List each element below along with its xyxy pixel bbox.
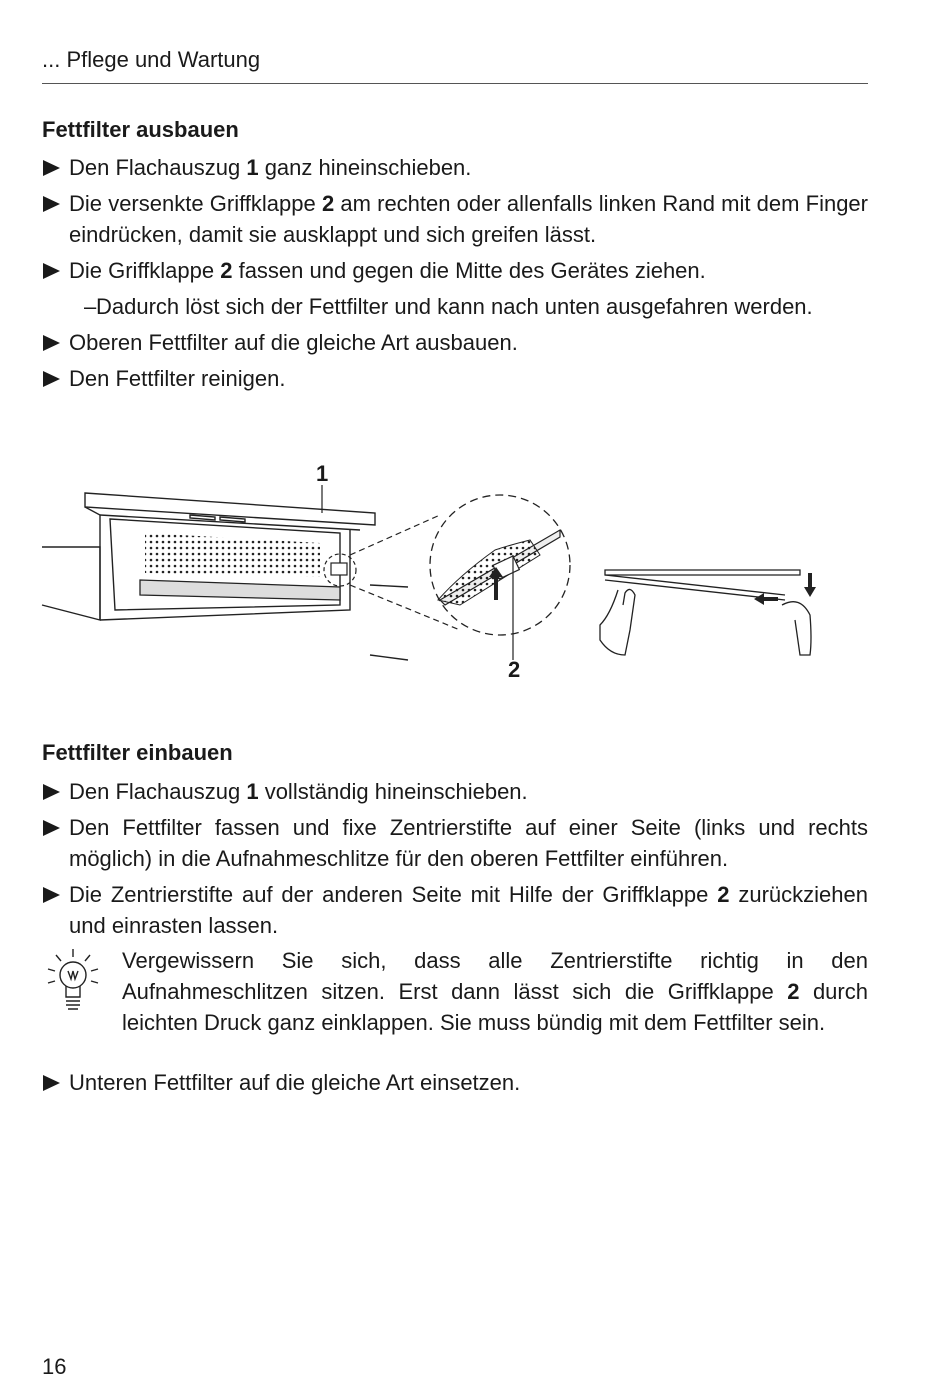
sub-list-item: – Dadurch löst sich der Fettfilter und kann nach unten ausgefahren werden. (42, 291, 868, 322)
figure-label-2: 2 (508, 657, 521, 682)
bullet-arrow-icon (43, 1075, 60, 1091)
bullet-arrow-icon (43, 371, 60, 387)
page-number: 16 (42, 1354, 67, 1379)
tip-note-text: Vergewissern Sie sich, dass alle Zentrierstifte richtig in den Aufnahmeschlitzen sitzen. Erst dann lässt sich die Griffklappe 2 durch leichten Druck ganz einklappen. Sie muss bündig mit dem Fettfilter sein. (122, 948, 868, 1035)
list-item: Den Fettfilter fassen und fixe Zentrierstifte auf einer Seite (links und rechts möglich) in die Aufnahmeschlitze für den oberen Fettfilter einführen. (42, 812, 868, 874)
einbauen-steps (42, 776, 868, 946)
list-item: Den Flachauszug 1 ganz hineinschieben. (42, 152, 868, 183)
section-title-einbauen: Fettfilter einbauen (42, 740, 233, 765)
bullet-arrow-icon (43, 784, 60, 800)
ausbauen-steps (42, 152, 868, 399)
header-divider (42, 83, 868, 84)
list-item: Unteren Fettfilter auf die gleiche Art einsetzen. (42, 1067, 868, 1098)
list-item: Die versenkte Griffklappe 2 am rechten oder allenfalls linken Rand mit dem Finger eindrücken, damit sie ausklappt und sich greifen lässt. (42, 188, 868, 250)
bullet-arrow-icon (43, 196, 60, 212)
bullet-arrow-icon (43, 820, 60, 836)
list-item: Den Fettfilter reinigen. (42, 363, 868, 394)
running-header: ... Pflege und Wartung (42, 47, 261, 72)
dash-bullet: – (84, 294, 97, 319)
bullet-arrow-icon (43, 887, 60, 903)
list-item: Die Griffklappe 2 fassen und gegen die Mitte des Gerätes ziehen. (42, 255, 868, 286)
list-item: Oberen Fettfilter auf die gleiche Art ausbauen. (42, 327, 868, 358)
section-title-ausbauen: Fettfilter ausbauen (42, 117, 239, 142)
list-item: Die Zentrierstifte auf der anderen Seite mit Hilfe der Griffklappe 2 zurückziehen und einrasten lassen. (42, 879, 868, 941)
tip-note (42, 945, 868, 1045)
bullet-arrow-icon (43, 335, 60, 351)
list-item: Den Flachauszug 1 vollständig hineinschieben. (42, 776, 868, 807)
lightbulb-icon (42, 945, 116, 1025)
hood-illustration (40, 455, 870, 690)
bullet-arrow-icon (43, 263, 60, 279)
final-step (42, 1067, 868, 1103)
bullet-arrow-icon (43, 160, 60, 176)
figure-label-1: 1 (316, 461, 329, 486)
